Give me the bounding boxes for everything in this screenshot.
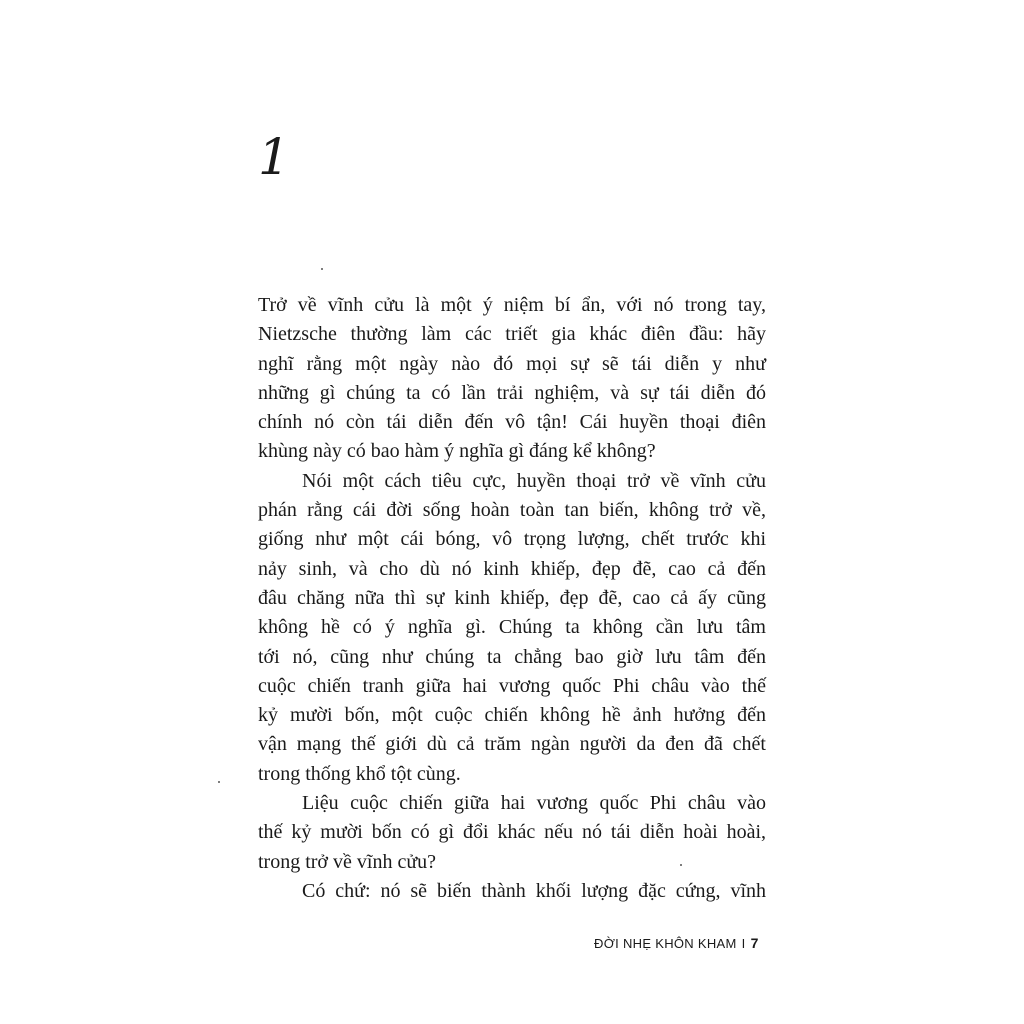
footer-separator: I [741, 936, 746, 951]
paragraph [258, 291, 766, 467]
paragraph [258, 467, 766, 789]
text-line: không hề có ý nghĩa gì. Chúng ta không cần lưu tâm [258, 616, 766, 639]
body-text [258, 291, 766, 906]
text-line: phán rằng cái đời sống hoàn toàn tan biến, không trở về, [258, 499, 766, 522]
text-line: chính nó còn tái diễn đến vô tận! Cái huyền thoại điên [258, 411, 766, 434]
print-speck [321, 268, 323, 270]
print-speck [680, 864, 682, 866]
book-title: ĐỜI NHẸ KHÔN KHAM [594, 936, 737, 951]
text-line: Nietzsche thường làm các triết gia khác điên đầu: hãy [258, 323, 766, 346]
text-line: Trở về vĩnh cửu là một ý niệm bí ẩn, với nó trong tay, [258, 294, 766, 316]
text-line: giống như một cái bóng, vô trọng lượng, chết trước khi [258, 528, 766, 551]
text-line: Có chứ: nó sẽ biến thành khối lượng đặc cứng, vĩnh [302, 879, 766, 902]
text-line: Nói một cách tiêu cực, huyền thoại trở về vĩnh cửu [302, 469, 766, 492]
page-number: 7 [750, 935, 759, 951]
text-line: thế kỷ mười bốn có gì đổi khác nếu nó tái diễn hoài hoài, [258, 821, 766, 844]
text-line: cuộc chiến tranh giữa hai vương quốc Phi châu vào thế [258, 674, 766, 697]
text-line: đâu chăng nữa thì sự kinh khiếp, đẹp đẽ, cao cả ấy cũng [258, 586, 766, 609]
print-speck [218, 781, 220, 783]
running-footer [594, 935, 759, 951]
text-line: tới nó, cũng như chúng ta chẳng bao giờ lưu tâm đến [258, 645, 766, 668]
text-line: khùng này có bao hàm ý nghĩa gì đáng kể không? [258, 440, 656, 463]
text-line: nảy sinh, và cho dù nó kinh khiếp, đẹp đẽ, cao cả đến [258, 557, 766, 580]
paragraph [258, 877, 766, 906]
text-line: trong thống khổ tột cùng. [258, 762, 461, 785]
text-line: trong trở về vĩnh cửu? [258, 850, 437, 873]
text-line: những gì chúng ta có lần trải nghiệm, và sự tái diễn đó [258, 381, 766, 404]
chapter-number: 1 [258, 128, 290, 186]
text-line: vận mạng thế giới dù cả trăm ngàn người da đen đã chết [258, 733, 766, 756]
text-line: nghĩ rằng một ngày nào đó mọi sự sẽ tái diễn y như [258, 352, 766, 375]
paragraph [258, 789, 766, 877]
text-line: kỷ mười bốn, một cuộc chiến không hề ảnh hưởng đến [258, 704, 766, 727]
text-line: Liệu cuộc chiến giữa hai vương quốc Phi châu vào [302, 792, 766, 815]
